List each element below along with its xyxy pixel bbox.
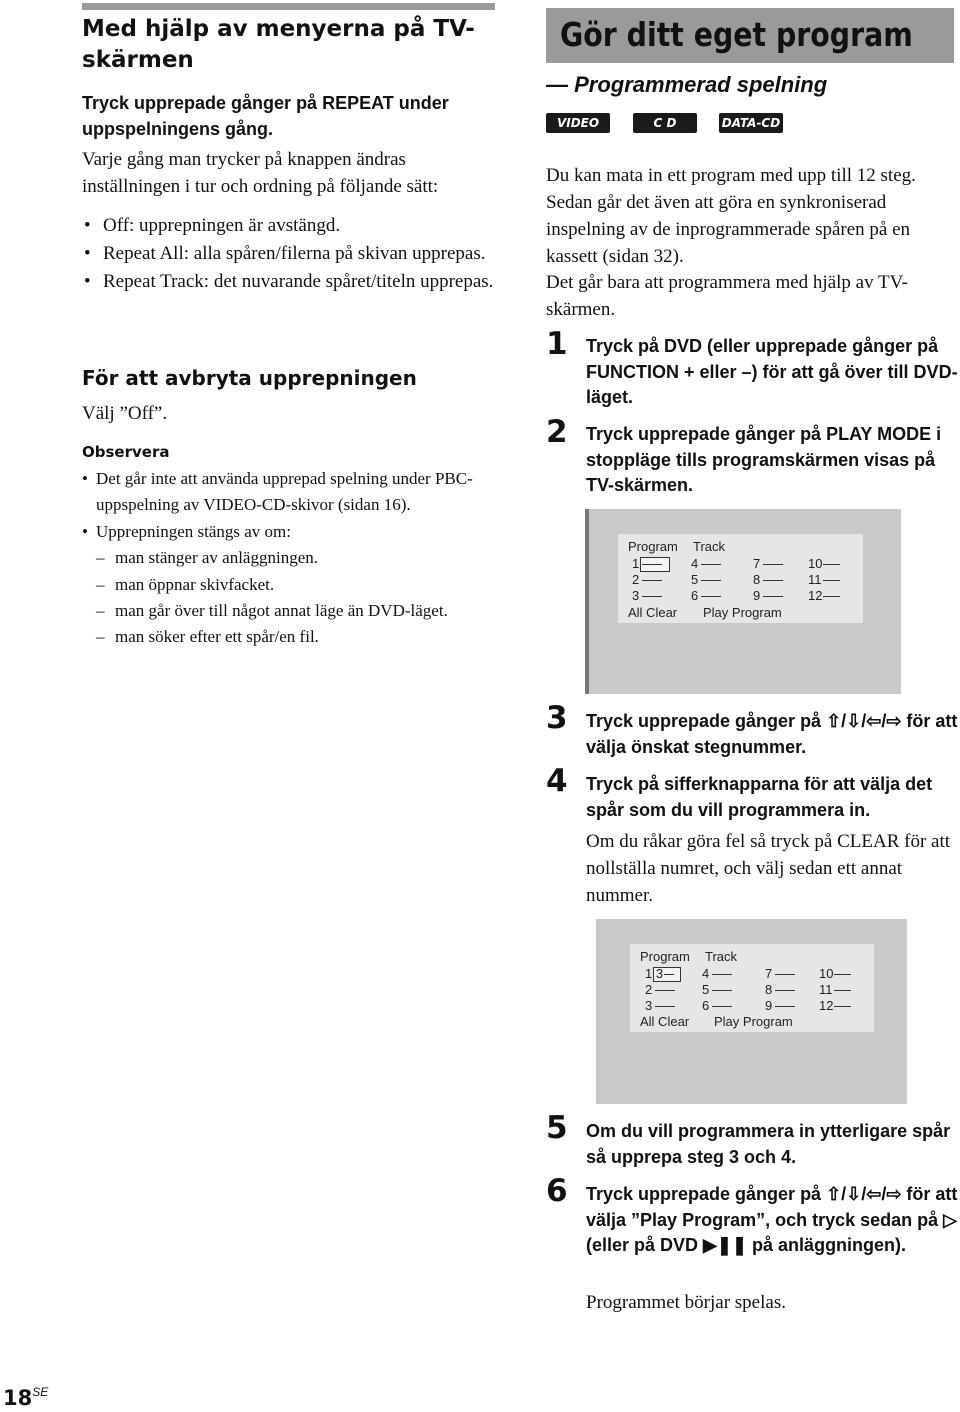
intro-paragraph-1: Du kan mata in ett program med upp till 12 steg. Sedan går det även att göra en synkroniserad inspelning av de inprogrammerade spåren på en kassett (sidan 32). (546, 165, 916, 267)
step-text: Tryck på sifferknapparna för att välja det spår som du vill programmera in. (586, 774, 933, 820)
program-step[interactable]: 9 (765, 998, 795, 1015)
sub-note-item: – man söker efter ett spår/en fil. (96, 627, 319, 647)
note-item: • Det går inte att använda upprepad spelning under PBC-uppspelning av VIDEO-CD-skivor (sidan 16). (82, 469, 473, 515)
all-clear-option[interactable]: All Clear (628, 605, 678, 620)
instruction-lead: Tryck upprepade gånger på REPEAT under uppspelningens gång. (82, 93, 449, 139)
sub-note-item: – man öppnar skivfacket. (96, 574, 275, 594)
menu-header-program: Program (640, 949, 690, 964)
page-number: $18^{SE}$ (3, 1385, 49, 1410)
program-step[interactable]: 12 (819, 998, 851, 1015)
menu-header-track: Track (693, 539, 726, 554)
program-step[interactable]: 3 (632, 588, 662, 605)
program-step[interactable]: 7 (765, 966, 795, 983)
program-menu (630, 944, 874, 1032)
step-number: 1 (546, 326, 568, 362)
cancel-text: Välj ”Off”. (82, 403, 168, 424)
data-cd-badge: DATA-CD (719, 113, 783, 133)
intro-paragraph-2: Det går bara att programmera med hjälp av TV-skärmen. (546, 272, 908, 320)
program-step[interactable]: 2 (645, 982, 675, 999)
page-title: Gör ditt eget program (560, 15, 913, 54)
play-program-option[interactable]: Play Program (703, 605, 782, 620)
selected-track-value: 3 (655, 966, 664, 981)
step-number: 5 (546, 1110, 568, 1146)
program-step[interactable]: 6 (702, 998, 732, 1015)
note-item: • Upprepningen stängs av om: (82, 521, 291, 541)
cd-badge: C D (633, 113, 697, 133)
sub-note-item: – man stänger av anläggningen. (96, 548, 318, 568)
page-subtitle: — Programmerad spelning (546, 72, 828, 97)
step-number: 2 (546, 414, 568, 450)
step-text: Tryck upprepade gånger på ⇧/⇩/⇦/⇨ för att välja önskat stegnummer. (586, 711, 958, 757)
list-item: • Repeat All: alla spåren/filerna på skivan upprepas. (84, 243, 486, 264)
all-clear-option[interactable]: All Clear (640, 1014, 690, 1029)
program-step[interactable]: 1 3 (645, 966, 674, 983)
program-step[interactable]: 5 (691, 572, 721, 589)
note-heading: Observera (82, 443, 170, 461)
program-step[interactable]: 6 (691, 588, 721, 605)
step-number: 3 (546, 700, 568, 736)
program-step[interactable]: 10 (808, 556, 840, 573)
program-step[interactable]: 10 (819, 966, 851, 983)
sub-note-item: – man går över till något annat läge än DVD-läget. (96, 601, 448, 621)
step-text: Tryck upprepade gånger på PLAY MODE i stoppläge tills programskärmen visas på TV-skärmen. (586, 424, 942, 495)
step-text: Tryck upprepade gånger på ⇧/⇩/⇦/⇨ för att välja ”Play Program”, och tryck sedan på ▷ (eller på DVD ▶❚❚ på anläggningen). (586, 1184, 958, 1255)
section-divider (82, 3, 495, 10)
step-number: 4 (546, 763, 568, 799)
step-number: 6 (546, 1173, 568, 1209)
menu-header-program: Program (628, 539, 678, 554)
list-item: • Off: upprepningen är avstängd. (84, 215, 341, 236)
program-step[interactable]: 8 (765, 982, 795, 999)
program-step[interactable]: 7 (753, 556, 783, 573)
video-cd-badge: VIDEO CD (546, 113, 610, 133)
program-step[interactable]: 11 (819, 982, 851, 999)
repeat-options-list (82, 212, 502, 296)
program-step[interactable]: 4 (702, 966, 732, 983)
section-heading: Med hjälp av menyerna på TV-skärmen (82, 16, 475, 73)
program-step[interactable]: 11 (808, 572, 840, 589)
step-text: Tryck på DVD (eller upprepade gånger på FUNCTION + eller –) för att gå över till DVD-läget. (586, 336, 958, 407)
step-note: Programmet börjar spelas. (586, 1292, 786, 1313)
list-item: • Repeat Track: det nuvarande spåret/titeln upprepas. (84, 271, 494, 292)
program-menu (618, 534, 863, 623)
program-step[interactable]: 5 (702, 982, 732, 999)
play-program-option[interactable]: Play Program (714, 1014, 793, 1029)
program-step[interactable]: 4 (691, 556, 721, 573)
notes-block (82, 466, 502, 651)
program-step[interactable]: 9 (753, 588, 783, 605)
intro-paragraph: Varje gång man trycker på knappen ändras inställningen i tur och ordning på följande sätt: (82, 149, 439, 197)
program-step[interactable]: 12 (808, 588, 840, 605)
page-suffix: SE (32, 1385, 49, 1399)
step-note: Om du råkar göra fel så tryck på CLEAR för att nollställa numret, och välj sedan ett annat nummer. (586, 831, 951, 906)
step-text: Om du vill programmera in ytterligare spår så upprepa steg 3 och 4. (586, 1121, 951, 1167)
subheading-cancel: För att avbryta upprepningen (82, 366, 417, 390)
program-step[interactable]: 2 (632, 572, 662, 589)
program-step[interactable]: 1 (632, 556, 662, 573)
program-step[interactable]: 8 (753, 572, 783, 589)
program-step[interactable]: 3 (645, 998, 675, 1015)
menu-header-track: Track (705, 949, 738, 964)
